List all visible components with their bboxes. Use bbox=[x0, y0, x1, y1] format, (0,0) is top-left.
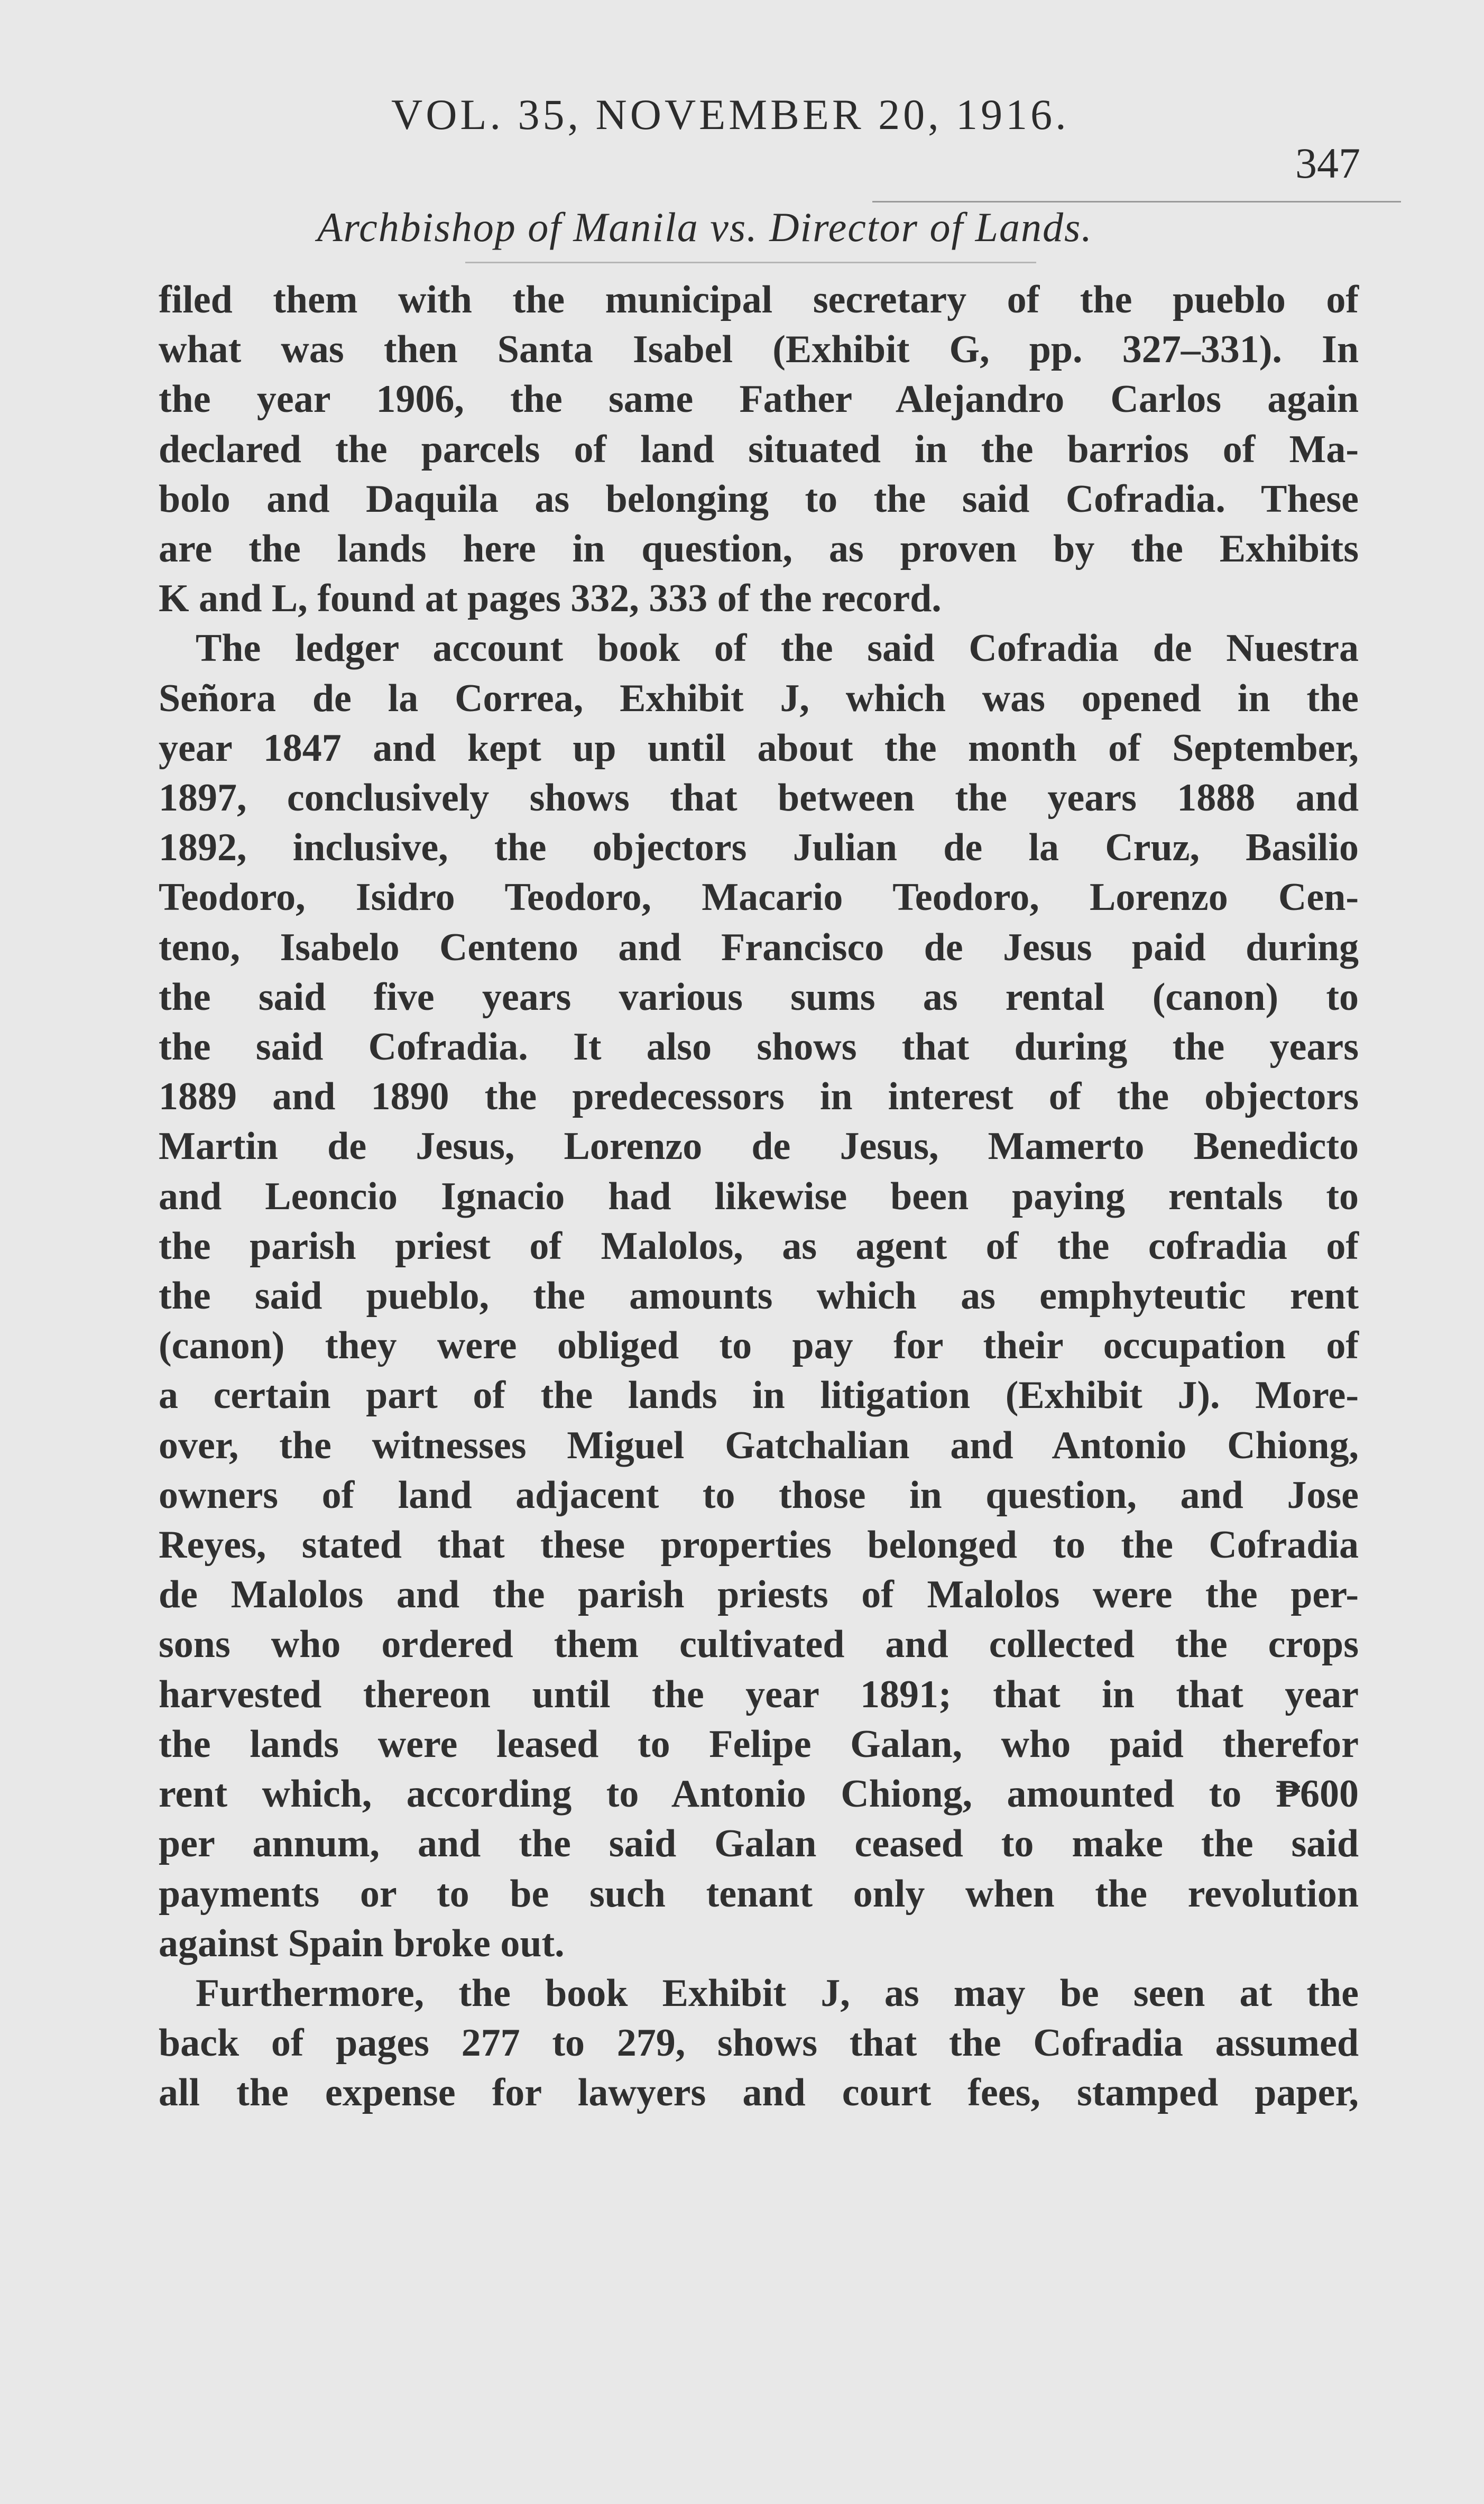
text-line: what was then Santa Isabel (Exhibit G, pp. 327–331). In bbox=[159, 328, 1359, 372]
text-line: are the lands here in question, as proven by the Exhibits bbox=[159, 527, 1359, 571]
text-line: Señora de la Correa, Exhibit J, which was opened in the bbox=[159, 676, 1359, 720]
body-text bbox=[159, 275, 1359, 2118]
text-line: declared the parcels of land situated in the barrios of Ma- bbox=[159, 427, 1359, 471]
text-line: against Spain broke out. bbox=[159, 1921, 565, 1965]
title-rule bbox=[465, 262, 1036, 263]
case-title: Archbishop of Manila vs. Director of Lands. bbox=[317, 204, 1093, 250]
text-line: the year 1906, the same Father Alejandro Carlos again bbox=[159, 378, 1359, 421]
text-line: (canon) they were obliged to pay for their occupation of bbox=[159, 1324, 1359, 1368]
text-line: the said Cofradia. It also shows that during the years bbox=[159, 1025, 1359, 1069]
text-line: Furthermore, the book Exhibit J, as may be seen at the bbox=[196, 1971, 1359, 2015]
text-line: the said five years various sums as rental (canon) to bbox=[159, 975, 1359, 1019]
text-line: the lands were leased to Felipe Galan, who paid therefor bbox=[159, 1722, 1359, 1766]
text-line: over, the witnesses Miguel Gatchalian and Antonio Chiong, bbox=[159, 1423, 1359, 1467]
text-line: de Malolos and the parish priests of Malolos were the per- bbox=[159, 1573, 1359, 1617]
text-line: teno, Isabelo Centeno and Francisco de Jesus paid during bbox=[159, 925, 1359, 969]
text-line: back of pages 277 to 279, shows that the Cofradia assumed bbox=[159, 2021, 1359, 2065]
text-line: 1892, inclusive, the objectors Julian de la Cruz, Basilio bbox=[159, 826, 1359, 870]
text-line: a certain part of the lands in litigation (Exhibit J). More- bbox=[159, 1374, 1359, 1417]
text-line: year 1847 and kept up until about the month of September, bbox=[159, 726, 1359, 770]
text-line: all the expense for lawyers and court fees, stamped paper, bbox=[159, 2071, 1359, 2115]
text-line: the parish priest of Malolos, as agent of the cofradia of bbox=[159, 1224, 1359, 1268]
text-line: per annum, and the said Galan ceased to make the said bbox=[159, 1822, 1359, 1866]
text-line: harvested thereon until the year 1891; that in that year bbox=[159, 1672, 1359, 1716]
text-line: bolo and Daquila as belonging to the said Cofradia. These bbox=[159, 477, 1359, 521]
text-line: owners of land adjacent to those in question, and Jose bbox=[159, 1473, 1359, 1517]
text-line: the said pueblo, the amounts which as emphyteutic rent bbox=[159, 1274, 1359, 1318]
text-line: filed them with the municipal secretary of the pueblo of bbox=[159, 278, 1359, 321]
text-line: Martin de Jesus, Lorenzo de Jesus, Mamerto Benedicto bbox=[159, 1125, 1359, 1168]
text-line: payments or to be such tenant only when the revolution bbox=[159, 1872, 1359, 1916]
text-line: and Leoncio Ignacio had likewise been paying rentals to bbox=[159, 1174, 1359, 1218]
text-line: 1889 and 1890 the predecessors in interest of the objectors bbox=[159, 1075, 1359, 1119]
text-line: sons who ordered them cultivated and collected the crops bbox=[159, 1623, 1359, 1667]
text-line: The ledger account book of the said Cofradia de Nuestra bbox=[196, 627, 1359, 670]
text-line: Reyes, stated that these properties belonged to the Cofradia bbox=[159, 1523, 1359, 1567]
text-line: Teodoro, Isidro Teodoro, Macario Teodoro, Lorenzo Cen- bbox=[159, 876, 1359, 919]
text-line: K and L, found at pages 332, 333 of the record. bbox=[159, 577, 942, 621]
text-line: 1897, conclusively shows that between the years 1888 and bbox=[159, 776, 1359, 820]
running-head: VOL. 35, NOVEMBER 20, 1916. bbox=[391, 90, 1070, 139]
text-line: rent which, according to Antonio Chiong, amounted to ₱600 bbox=[159, 1772, 1359, 1816]
page-number: 347 bbox=[1295, 139, 1360, 187]
header-rule bbox=[872, 201, 1401, 202]
